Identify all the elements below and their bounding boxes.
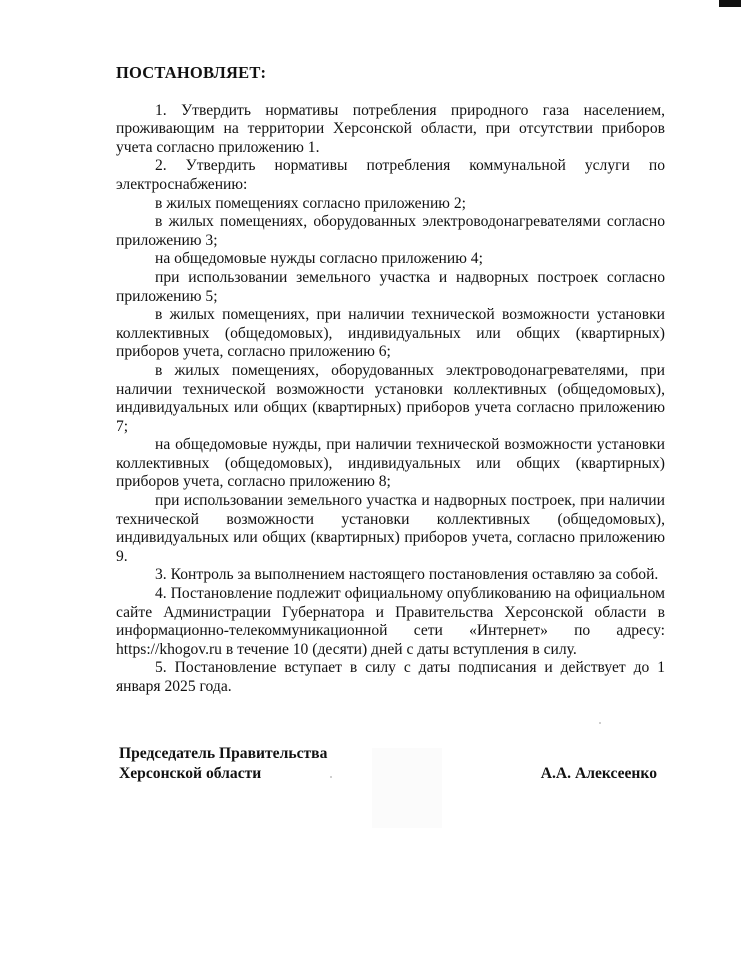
corner-mark [719,0,741,7]
sub-item-land-plot-meters: при использовании земельного участка и надворных построек, при наличии технической возможности установки коллективных (общедомовых), индивидуальных или общих (квартирных) приборов учета, согласно приложению 9. [116,492,665,565]
sub-item-land-plot: при использовании земельного участка и надворных построек согласно приложению 5; [116,268,665,305]
paragraph-item-2: 2. Утвердить нормативы потребления коммунальной услуги по электроснабжению: [116,157,665,193]
signatory-name: А.А. Алексеенко [540,765,657,782]
sub-item-residential: в жилых помещениях согласно приложению 2; [155,194,466,212]
signatory-position-line-2: Херсонской области [119,765,262,782]
sub-item-residential-meters: в жилых помещениях, при наличии технической возможности установки коллективных (общедомовых), индивидуальных или общих (квартирных) приборов учета, согласно приложению 6; [116,306,665,361]
resolution-heading: ПОСТАНОВЛЯЕТ: [116,63,267,82]
document-body [116,64,665,697]
paragraph-item-4: 4. Постановление подлежит официальному опубликованию на официальном сайте Администрации Губернатора и Правительства Херсонской области в информационно-телекоммуникационной сети «Интернет» по адресу: https://khogov.ru в течение 10 (десяти) дней с даты вступления в силу. [116,585,665,658]
sub-item-common-needs-meters: на общедомовые нужды, при наличии технической возможности установки коллективных (общедомовых), индивидуальных или общих (квартирных) приборов учета, согласно приложению 8; [116,436,665,491]
scan-speck [599,722,601,724]
paragraph-item-1: 1. Утвердить нормативы потребления природного газа населением, проживающим на территории Херсонской области, при отсутствии приборов учета согласно приложению 1. [116,101,665,156]
signature-block [119,744,657,784]
sub-item-water-heaters-meters: в жилых помещениях, оборудованных электроводонагревателями, при наличии технической возможности установки коллективных (общедомовых), индивидуальных или общих (квартирных) приборов учета согласно приложению 7; [116,361,665,435]
signatory-position [119,744,327,784]
sub-item-common-needs: на общедомовые нужды согласно приложению 4; [155,250,483,268]
paragraph-item-3: 3. Контроль за выполнением настоящего постановления оставляю за собой. [155,566,659,584]
paragraph-item-5: 5. Постановление вступает в силу с даты подписания и действует до 1 января 2025 года. [116,659,665,695]
sub-item-water-heaters: в жилых помещениях, оборудованных электроводонагревателями согласно приложению 3; [116,213,665,249]
signatory-position-line-1: Председатель Правительства [119,745,328,762]
